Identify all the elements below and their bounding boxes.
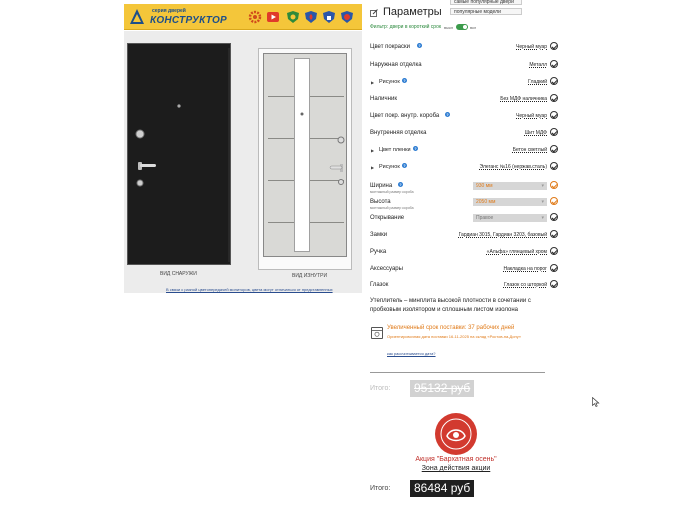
param-value[interactable]: Глазок со шторкой [503,282,547,288]
total-label: Итого: [370,485,391,492]
param-label: Наличник [370,96,397,102]
param-label: Рисунок [379,164,400,170]
check-icon [550,128,558,136]
param-row-inner-finish[interactable] [370,127,560,141]
video-icon[interactable] [266,10,280,24]
door-outside-view [127,43,231,265]
total-price: 86484 руб [410,480,474,497]
param-row-inner-box-color[interactable] [370,110,560,124]
promo-zone-link[interactable]: Зона действия акции [421,465,491,472]
width-select[interactable]: 930 мм ▾ [473,182,547,190]
fast-filter-label: Фильтр: двери в короткий срок [370,24,442,30]
fire-badge-icon[interactable] [304,10,318,24]
help-icon[interactable]: ? [414,146,417,151]
param-label: Открывание [370,215,405,221]
check-icon [550,94,558,102]
param-row-width[interactable] [370,180,560,196]
param-label: Цвет покраски [370,44,410,50]
params-title: Параметры [383,6,442,18]
param-row-paint-color[interactable] [370,41,560,55]
param-row-peephole[interactable] [370,279,560,293]
param-value[interactable]: Черный муар [516,113,547,119]
param-label: Цвет покр. внутр. короба [370,113,440,119]
door-inside-hardware [264,54,348,258]
check-icon [550,230,558,238]
param-label: Внутренняя отделка [370,130,427,136]
promo-seal-icon [434,412,478,456]
door-preview [124,31,362,293]
param-value[interactable]: Элеганс №16 (нержав.сталь) [479,164,547,170]
star-badge-icon[interactable] [340,10,354,24]
expand-arrow-icon[interactable]: ▶ [371,80,375,85]
shield-badge-icon[interactable] [286,10,300,24]
param-value[interactable]: Гардиан 3015, Гардиан 3203, базовый [458,232,547,238]
param-label: Ручка [370,249,387,255]
check-icon [550,111,558,119]
param-label: Высота [370,199,391,205]
sort-select[interactable]: популярные модели [450,8,522,15]
check-icon [550,77,558,85]
param-row-casing[interactable] [370,93,560,107]
toggle-on-label: вкл [470,25,477,30]
color-notice-link[interactable]: В связи с разной цветопередачей мониторов, цвета могут отличаться от представленных [166,287,333,292]
param-label: Аксессуары [370,266,403,272]
height-select[interactable]: 2050 мм ▾ [473,198,547,206]
outside-view-caption: ВИД СНАРУЖИ [160,271,197,277]
mouse-cursor-icon [592,397,600,407]
expand-arrow-icon[interactable]: ▶ [371,165,375,170]
check-icon [550,60,558,68]
divider [370,372,545,373]
insulation-text: Утеплитель – минплита высокой плотности в сочетании с пробковым изолятором и сплошным листом изолона [370,298,531,313]
param-value[interactable]: Металл [529,62,547,68]
logo-icon [129,8,145,26]
opening-select[interactable]: Правое ▾ [473,214,547,222]
param-row-accessories[interactable] [370,263,560,277]
check-icon [550,162,558,170]
brand-series-label: серия дверей [152,8,186,14]
gear-icon[interactable] [248,10,262,24]
help-icon[interactable]: ? [403,163,406,168]
check-icon [550,247,558,255]
door-outside-hardware [128,44,232,266]
param-row-outer-finish[interactable] [370,59,560,73]
check-icon [550,42,558,50]
calendar-icon [371,327,383,339]
param-label: Наружная отделка [370,62,422,68]
door-inside-panel [263,53,347,257]
param-row-height[interactable] [370,196,560,212]
param-label: Рисунок [379,79,400,85]
help-icon[interactable]: ? [446,112,449,117]
check-icon [550,264,558,272]
old-total-price: 95132 руб [410,380,474,397]
delivery-date-note: Ориентировочная дата поставки 16-11-2025 на склад «Ростов-на-Дону» [387,334,521,339]
param-row-film-color[interactable] [370,144,560,158]
lock-badge-icon[interactable] [322,10,336,24]
param-value[interactable]: «Альфа» глянцевый хром [486,249,547,255]
help-icon[interactable]: ? [399,182,402,187]
param-hint: монтажный размер короба [370,190,414,194]
help-icon[interactable]: ? [403,78,406,83]
param-label: Замки [370,232,388,238]
param-row-inner-pattern[interactable] [370,161,560,175]
fast-filter-toggle[interactable] [456,24,468,30]
param-value[interactable]: Бетон светлый [512,147,547,153]
check-icon [550,197,558,205]
param-label: Глазок [370,282,389,288]
param-row-locks[interactable] [370,229,560,243]
param-hint: монтажный размер короба [370,206,414,210]
expand-arrow-icon[interactable]: ▶ [371,148,375,153]
param-row-opening[interactable] [370,212,560,226]
param-row-handle[interactable] [370,246,560,260]
old-total-label: Итого: [370,385,391,392]
brand-name: КОНСТРУКТОР [150,15,228,26]
param-value[interactable]: Черный муар [516,44,547,50]
inside-view-caption: ВИД ИЗНУТРИ [292,273,328,279]
param-value[interactable]: Без МДФ наличника [500,96,547,102]
param-label: Цвет пленки [379,147,411,153]
promo-name: Акция "Бархатная осень" [415,456,497,463]
check-icon [550,145,558,153]
help-icon[interactable]: ? [418,43,421,48]
delivery-term: Увеличенный срок поставки: 37 рабочих дней [387,325,515,331]
param-value[interactable]: Накладка на порог [503,266,547,272]
door-group-select[interactable]: самые популярные двери [450,0,522,5]
check-icon [550,181,558,189]
param-label: Ширина [370,183,393,189]
param-row-outer-pattern[interactable] [370,76,560,90]
param-value[interactable]: Шит МДФ [524,130,547,136]
brand-banner [124,4,362,30]
toggle-off-label: выкл [444,25,454,30]
check-icon [550,213,558,221]
pencil-icon [370,9,378,17]
check-icon [550,280,558,288]
delivery-date-help-link[interactable]: как рассчитывается дата? [387,351,436,356]
param-value[interactable]: Гладкий [528,79,547,85]
door-inside-view [258,48,352,270]
